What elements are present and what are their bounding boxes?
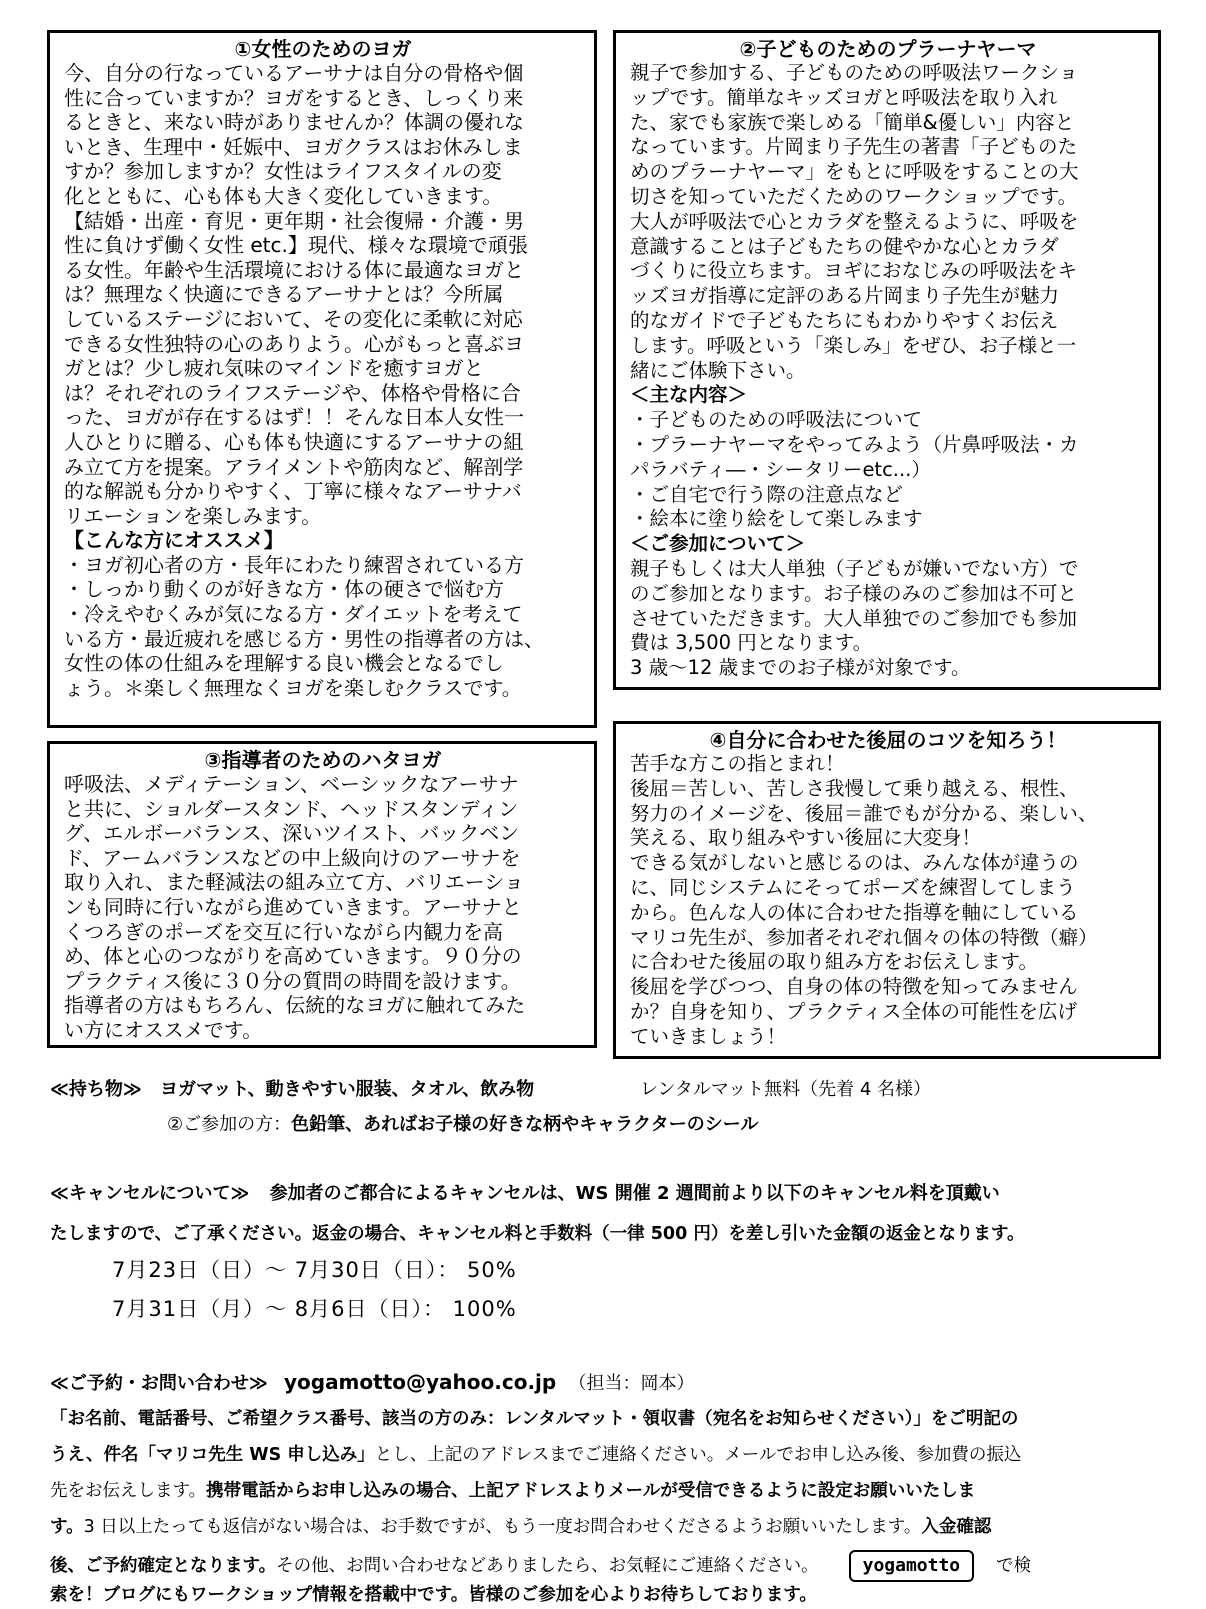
body-line: 指導者の方はもちろん、伝統的なヨガに触れてみた — [64, 993, 526, 1018]
body-line: 意識することは子どもたちの健やかな心とカラダ — [630, 234, 1059, 258]
class2-items: 色鉛筆、あればお子様の好きな柄やキャラクターのシール — [291, 1114, 759, 1135]
body-line: 後屈＝苦しい、苦しさ我慢して乗り越える、根性、 — [630, 776, 1079, 800]
body-line: 人ひとりに贈る、心も体も快適にするアーサナの組 — [64, 429, 524, 454]
content-line: ・絵本に塗り絵をして楽しみます — [630, 507, 923, 531]
search-term-box[interactable]: yogamotto — [849, 1550, 975, 1582]
body-line: できる気がしないと感じるのは、みんな体が違うの — [630, 851, 1079, 875]
body-line: ッズヨガ指導に定評のある片岡まり子先生が魅力 — [630, 284, 1060, 308]
body-line: 努力のイメージを、後屈＝誰でもが分かる、楽しい、 — [630, 801, 1098, 825]
body-line: め、体と心のつながりを高めていきます。９０分の — [64, 944, 522, 969]
cancel-text: 参加者のご都合によるキャンセルは、WS 開催 2 週間前より以下のキャンセル料を頂戴い — [269, 1183, 1000, 1204]
recommend-line: 女性の体の仕組みを理解する良い機会となるでし — [64, 651, 504, 676]
class-1-title: ①女性のためのヨガ — [234, 37, 412, 61]
class-3-title: ③指導者のためのハタヨガ — [204, 748, 442, 772]
body-line: 的なガイドで子どもたちにもわかりやすくお伝え — [630, 308, 1059, 332]
inquiry-note: その他、お問い合わせなどありましたら、お気軽にご連絡ください。 — [276, 1556, 819, 1576]
body-line: る女性。年齢や生活環境における体に最適なヨガと — [64, 257, 524, 282]
join-line: 費は 3,500 円となります。 — [630, 631, 873, 655]
payment-note: 入金確認 — [921, 1517, 992, 1537]
content-line: ・子どものための呼吸法について — [630, 408, 923, 432]
body-line: から。色んな人の体に合わせた指導を軸にしている — [630, 900, 1079, 924]
class-3-body — [64, 772, 582, 1043]
search-note: で検 — [996, 1556, 1032, 1576]
recommend-line: いる方・最近疲れを感じる方・男性の指導者の方は、 — [64, 626, 544, 651]
body-line: 今、自分の行なっているアーサナは自分の骨格や個 — [64, 61, 524, 85]
address-note: とし、上記のアドレスまでご連絡ください。メールでお申し込み後、参加費の振込 — [374, 1445, 1022, 1465]
body-line: くつろぎのポーズを交互に行いながら内観力を高 — [64, 919, 503, 944]
body-line: い方にオススメです。 — [64, 1017, 263, 1042]
body-line: み立て方を提案。アライメントや筋肉など、解剖学 — [64, 454, 524, 479]
recommend-line: ・ヨガ初心者の方・長年にわたり練習されている方 — [64, 552, 524, 577]
no-reply-note: 3 日以上たっても返信がない場合は、お手数ですが、もう一度お問合わせくださるようお願いいたします。 — [83, 1517, 922, 1537]
body-line: に合わせた後屈の取り組み方をお伝えします。 — [630, 950, 1038, 974]
subject-line-note: うえ、件名「マリコ先生 WS 申し込み」 — [50, 1445, 375, 1465]
body-line: づくりに役立ちます。ヨギにおなじみの呼吸法をキ — [630, 259, 1077, 283]
cancel-line-2: たしますので、ご了承ください。返金の場合、キャンセル料と手数料（一律 500 円）を差し引いた金額の返金となります。 — [50, 1224, 1025, 1244]
body-line: と共に、ショルダースタンド、ヘッドスタンディン — [64, 796, 519, 821]
payment-note-end: 後、ご予約確定となります。 — [50, 1556, 277, 1576]
class-2-box — [613, 30, 1161, 690]
body-line: めのプラーナヤーマ」をもとに呼吸をすることの大 — [630, 160, 1079, 184]
body-line: ンも同時に行いながら進めていきます。アーサナと — [64, 894, 522, 919]
body-line: ップです。簡単なキッズヨガと呼吸法を取り入れ — [630, 85, 1058, 109]
contact-instructions-2 — [50, 1443, 1021, 1467]
body-line: か？自身を知り、プラクティス全体の可能性を広げ — [630, 999, 1077, 1023]
body-line: いとき、生理中・妊娠中、ヨガクラスはお休みしま — [64, 134, 523, 159]
contact-instructions-4 — [50, 1515, 991, 1539]
body-line: グ、エルボーバランス、深いツイスト、バックベン — [64, 821, 520, 846]
join-line: 3 歳～12 歳までのお子様が対象です。 — [630, 656, 971, 680]
recommend-line: ・冷えやむくみが気になる方・ダイエットを考えて — [64, 602, 523, 627]
body-line: なっています。片岡まり子先生の著書「子どものた — [630, 135, 1077, 159]
content-line: ・ご自宅で行う際の注意点など — [630, 482, 904, 506]
contact-line — [50, 1370, 695, 1396]
body-line: できる女性独特の心のありよう。心がもっと喜ぶヨ — [64, 331, 524, 356]
body-line: プラクティス後に３０分の質問の時間を設けます。 — [64, 968, 521, 993]
join-line: のご参加となります。お子様のみのご参加は不可と — [630, 581, 1077, 605]
mobile-note-end: す。 — [50, 1517, 84, 1537]
join-line: 親子もしくは大人単独（子どもが嫌いでない方）で — [630, 556, 1079, 580]
content-line: パラバティ―・シータリーetc...） — [630, 457, 931, 481]
body-line: 苦手な方この指とまれ！ — [630, 752, 845, 775]
cancel-fee-row: 7月31日（月）～ 8月6日（日）： 100% — [112, 1297, 517, 1321]
body-line: は？無理なく快適にできるアーサナとは？今所属 — [64, 282, 504, 307]
recommend-heading: 【こんな方にオススメ】 — [64, 528, 284, 553]
cancel-label: ≪キャンセルについて≫ — [50, 1183, 250, 1204]
body-line: 取り入れ、また軽減法の組み立て方、バリエーショ — [64, 870, 524, 895]
rental-mat-note: レンタルマット無料（先着 4 名様） — [640, 1079, 932, 1100]
class-3-box — [47, 741, 597, 1048]
belongings-label: ≪持ち物≫ — [50, 1079, 142, 1100]
class-2-title: ②子どものためのプラーナヤーマ — [739, 37, 1037, 61]
contact-instructions-3 — [50, 1479, 975, 1503]
class-4-box — [613, 721, 1161, 1059]
cancel-fee-row: 7月23日（日）～ 7月30日（日）： 50% — [112, 1258, 517, 1282]
body-line: 緒にご体験下さい。 — [630, 358, 806, 382]
class2-label: ②ご参加の方： — [167, 1114, 292, 1135]
body-line: 【結婚・出産・育児・更年期・社会復帰・介護・男 — [64, 208, 524, 233]
class-4-body — [630, 752, 1146, 1050]
belongings-line — [50, 1078, 534, 1102]
body-line: ていきましょう！ — [630, 1024, 787, 1048]
body-line: しているステージにおいて、その変化に柔軟に対応 — [64, 306, 523, 331]
body-line: 笑える、取り組みやすい後屈に大変身！ — [630, 826, 982, 850]
body-line: 呼吸法、メディテーション、ベーシックなアーサナ — [64, 772, 519, 796]
contact-label: ≪ご予約・お問い合わせ≫ — [50, 1373, 268, 1394]
class-1-box — [47, 30, 597, 728]
body-line: 的な解説も分かりやすく、丁寧に様々なアーサナバ — [64, 479, 522, 504]
contact-email[interactable]: yogamotto@yahoo.co.jp — [283, 1370, 557, 1394]
transfer-note: 先をお伝えします。 — [50, 1481, 207, 1501]
contact-instructions-6: 索を！ブログにもワークショップ情報を搭載中です。皆様のご参加を心よりお待ちしております。 — [50, 1585, 817, 1605]
body-line: 性に負けず働く女性 etc.】現代、様々な環境で頑張 — [64, 233, 528, 258]
body-line: 化とともに、心も体も大きく変化していきます。 — [64, 183, 503, 208]
body-line: 後屈を学びつつ、自身の体の特徴を知ってみません — [630, 975, 1078, 999]
join-heading: ＜ご参加について＞ — [630, 532, 806, 556]
body-line: った、ヨガが存在するはず！！そんな日本人女性一 — [64, 405, 524, 430]
class-1-body — [64, 61, 582, 700]
body-line: すか？参加しますか？女性はライフスタイルの変 — [64, 159, 502, 184]
body-line: 切さを知っていただくためのワークショップです。 — [630, 184, 1078, 208]
belongings-items: ヨガマット、動きやすい服装、タオル、飲み物 — [159, 1079, 535, 1100]
body-line: に、同じシステムにそってポーズを練習してしまう — [630, 875, 1076, 899]
body-line: 性に合っていますか？ヨガをするとき、しっくり来 — [64, 85, 524, 110]
body-line: ガとは？少し疲れ気味のマインドを癒すヨガと — [64, 356, 484, 381]
body-line: マリコ先生が、参加者それぞれ個々の体の特徴（癖） — [630, 925, 1098, 949]
body-line: ド、アームバランスなどの中上級向けのアーサナを — [64, 845, 521, 870]
body-line: 大人が呼吸法で心とカラダを整えるように、呼吸を — [630, 209, 1079, 233]
recommend-line: ・しっかり動くのが好きな方・体の硬さで悩む方 — [64, 577, 504, 602]
contact-instructions-1: 「お名前、電話番号、ご希望クラス番号、該当の方のみ：レンタルマット・領収書（宛名をお知らせください）」をご明記の — [50, 1409, 1019, 1429]
class-2-body — [630, 61, 1146, 681]
contact-person: （担当：岡本） — [568, 1373, 695, 1394]
mobile-note: 携帯電話からお申し込みの場合、上記アドレスよりメールが受信できるように設定お願いいたしま — [206, 1481, 976, 1501]
body-line: リエーションを楽しみます。 — [64, 503, 322, 528]
body-line: します。呼吸という「楽しみ」をぜひ、お子様と一 — [630, 333, 1077, 357]
recommend-line: ょう。＊楽しく無理なくヨガを楽しむクラスです。 — [64, 675, 522, 700]
body-line: るときと、来ない時がありませんか？体調の優れな — [64, 110, 524, 135]
join-line: させていただきます。大人単独でのご参加でも参加 — [630, 606, 1077, 630]
content-heading: ＜主な内容＞ — [630, 383, 748, 407]
class-4-title: ④自分に合わせた後屈のコツを知ろう！ — [709, 728, 1067, 752]
class2-belongings-line — [167, 1113, 758, 1137]
contact-instructions-5 — [50, 1550, 1031, 1582]
cancel-line-1 — [50, 1182, 1000, 1206]
body-line: は？それぞれのライフステージや、体格や骨格に合 — [64, 380, 521, 405]
body-line: た、家でも家族で楽しめる「簡単&優しい」内容と — [630, 110, 1075, 134]
content-line: ・プラーナヤーマをやってみよう（片鼻呼吸法・カ — [630, 432, 1079, 456]
body-line: 親子で参加する、子どものための呼吸法ワークショ — [630, 61, 1079, 84]
